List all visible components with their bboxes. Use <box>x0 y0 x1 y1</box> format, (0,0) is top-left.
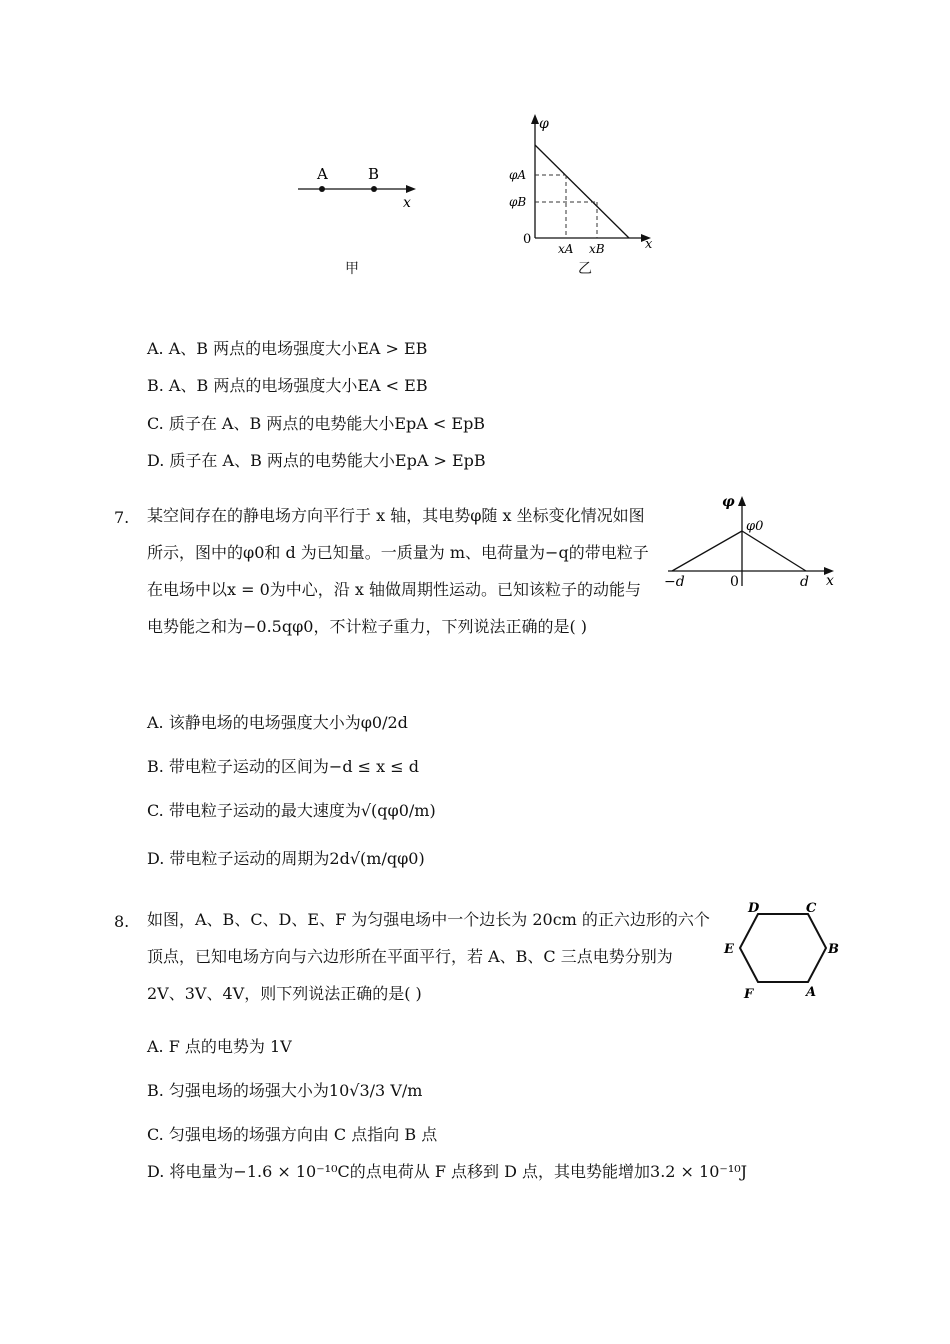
phi0-label: φ0 <box>746 519 764 534</box>
caption-jia: 甲 <box>345 261 359 277</box>
point-a-label: A <box>317 165 328 183</box>
figure-yi <box>505 110 665 260</box>
x-axis-label: x <box>645 237 653 252</box>
phi-b-label: φB <box>509 195 527 209</box>
q7-line-1: 某空间存在的静电场方向平行于 x 轴，其电势φ随 x 坐标变化情况如图 <box>147 506 645 525</box>
q7-option-b: B. 带电粒子运动的区间为−d ≤ x ≤ d <box>147 757 420 776</box>
caption-yi: 乙 <box>578 261 592 277</box>
q8-hexagon-figure <box>718 896 848 1006</box>
q6-option-b: B. A、B 两点的电场强度大小EA < EB <box>147 376 428 395</box>
phi-axis-label: φ <box>539 116 549 132</box>
q8-option-a: A. F 点的电势为 1V <box>147 1037 292 1056</box>
x-axis-label: x <box>403 195 411 211</box>
q7-number: 7. <box>114 508 130 527</box>
x-b-label: xB <box>589 242 605 256</box>
q7-line-3: 在电场中以x = 0为中心，沿 x 轴做周期性运动。已知该粒子的动能与 <box>147 580 641 599</box>
d-label: d <box>800 574 809 590</box>
q6-option-c: C. 质子在 A、B 两点的电势能大小EpA < EpB <box>147 414 486 433</box>
vertex-f-label: F <box>744 987 754 1002</box>
vertex-b-label: B <box>828 942 839 957</box>
figure-jia <box>290 160 430 220</box>
q8-line-1: 如图，A、B、C、D、E、F 为匀强电场中一个边长为 20cm 的正六边形的六个 <box>147 910 710 929</box>
q8-number: 8. <box>114 912 130 931</box>
vertex-a-label: A <box>806 985 817 1000</box>
q7-line-2: 所示，图中的φ0和 d 为已知量。一质量为 m、电荷量为−q的带电粒子 <box>147 543 649 562</box>
q7-line-4: 电势能之和为−0.5qφ0，不计粒子重力，下列说法正确的是( ) <box>147 617 588 636</box>
q7-option-a: A. 该静电场的电场强度大小为φ0/2d <box>147 713 408 732</box>
neg-d-label: −d <box>664 574 685 590</box>
q8-option-d: D. 将电量为−1.6 × 10⁻¹⁰C的点电荷从 F 点移到 D 点，其电势能增加3.2 × 10⁻¹⁰J <box>147 1162 748 1181</box>
q7-option-c: C. 带电粒子运动的最大速度为√(qφ0/m) <box>147 801 436 820</box>
phi-axis-label: φ <box>722 494 735 510</box>
x-a-label: xA <box>558 242 574 256</box>
origin-label: 0 <box>523 232 532 247</box>
q6-option-d: D. 质子在 A、B 两点的电势能大小EpA > EpB <box>147 451 486 470</box>
origin-label: 0 <box>730 574 739 590</box>
q8-line-3: 2V、3V、4V，则下列说法正确的是( ) <box>147 984 422 1003</box>
q8-option-c: C. 匀强电场的场强方向由 C 点指向 B 点 <box>147 1125 438 1144</box>
q7-option-d: D. 带电粒子运动的周期为2d√(m/qφ0) <box>147 849 425 868</box>
phi-a-label: φA <box>509 168 527 182</box>
vertex-d-label: D <box>748 901 760 916</box>
vertex-e-label: E <box>724 942 734 957</box>
q8-option-b: B. 匀强电场的场强大小为10√3/3 V/m <box>147 1081 423 1100</box>
vertex-c-label: C <box>806 901 817 916</box>
q8-line-2: 顶点，已知电场方向与六边形所在平面平行，若 A、B、C 三点电势分别为 <box>147 947 673 966</box>
q6-option-a: A. A、B 两点的电场强度大小EA > EB <box>147 339 428 358</box>
q7-figure <box>660 488 840 593</box>
x-axis-label: x <box>826 573 834 589</box>
point-b-label: B <box>368 165 380 183</box>
